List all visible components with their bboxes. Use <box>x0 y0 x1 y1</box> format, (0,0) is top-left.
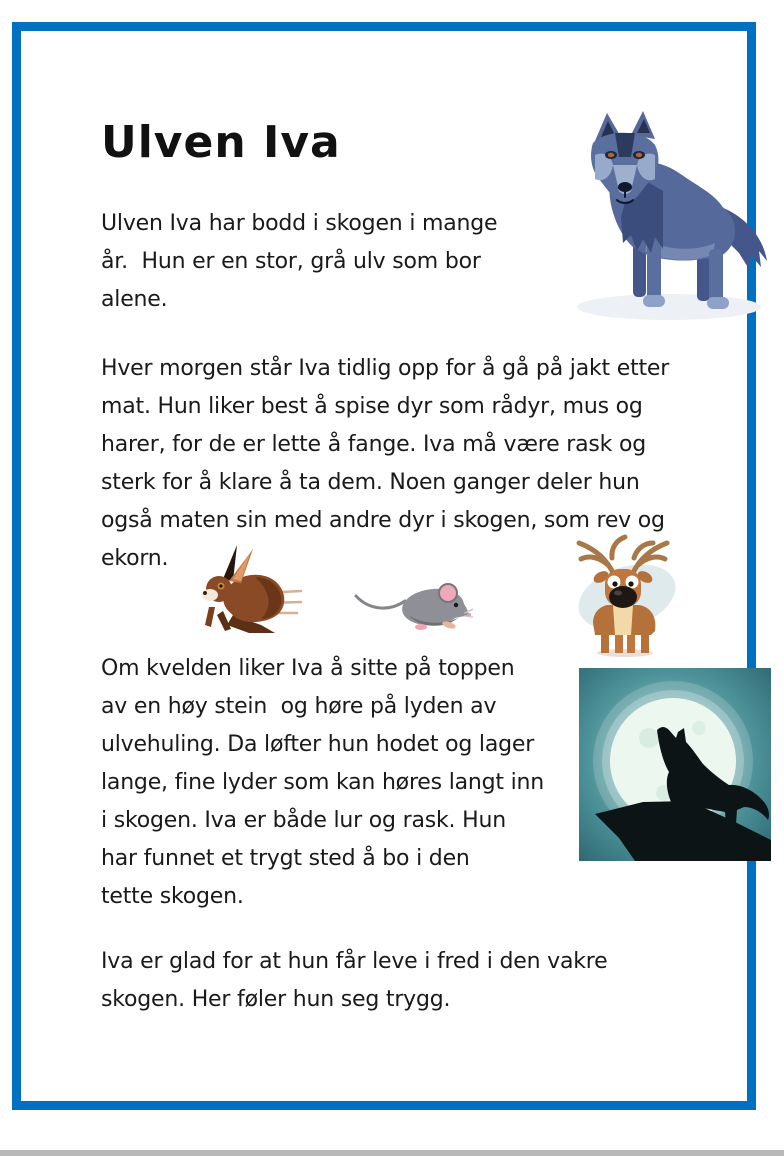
text-line: mat. Hun liker best å spise dyr som rådyr, mus og <box>101 394 643 419</box>
text-line: Ulven Iva har bodd i skogen i mange <box>101 211 498 236</box>
paragraph-4 <box>101 943 608 1019</box>
text-line: ulvehuling. Da løfter hun hodet og lager <box>101 732 535 757</box>
mouse-illustration <box>351 571 473 633</box>
howling-wolf-moon-illustration <box>579 668 771 861</box>
text-line: Iva er glad for at hun får leve i fred i den vakre <box>101 949 608 974</box>
text-line: ekorn. <box>101 546 169 571</box>
mouse-icon <box>351 571 473 633</box>
text-line: alene. <box>101 287 168 312</box>
text-line: tette skogen. <box>101 884 244 909</box>
text-line: har funnet et trygt sted å bo i den <box>101 846 470 871</box>
text-line: harer, for de er lette å fange. Iva må være rask og <box>101 432 646 457</box>
text-line: sterk for å klare å ta dem. Noen ganger deler hun <box>101 470 640 495</box>
paragraph-3 <box>101 650 544 916</box>
page-title: Ulven Iva <box>101 117 341 168</box>
running-hare-illustration <box>197 541 303 641</box>
text-line: av en høy stein og høre på lyden av <box>101 694 497 719</box>
deer-illustration <box>559 533 689 657</box>
text-line: i skogen. Iva er både lur og rask. Hun <box>101 808 506 833</box>
page-boundary-line <box>0 1150 784 1156</box>
text-line: år. Hun er en stor, grå ulv som bor <box>101 249 481 274</box>
text-line: Hver morgen står Iva tidlig opp for å gå på jakt etter <box>101 356 670 381</box>
running-hare-icon <box>197 541 303 641</box>
standing-wolf-illustration <box>551 99 784 327</box>
text-line: Om kvelden liker Iva å sitte på toppen <box>101 656 515 681</box>
standing-wolf-icon <box>551 99 784 327</box>
paragraph-1 <box>101 205 497 319</box>
text-line: lange, fine lyder som kan høres langt inn <box>101 770 545 795</box>
page-border-frame <box>12 22 756 1110</box>
deer-icon <box>559 533 689 657</box>
howling-wolf-moon-icon <box>579 668 771 861</box>
text-line: skogen. Her føler hun seg trygg. <box>101 987 451 1012</box>
text-line: også maten sin med andre dyr i skogen, som rev og <box>101 508 665 533</box>
